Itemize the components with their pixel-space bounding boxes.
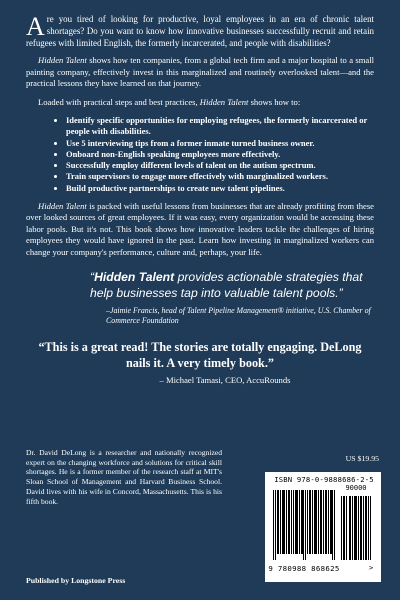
supplement-barcode-bars (341, 496, 371, 560)
publisher-line: Published by Longstone Press (26, 576, 126, 585)
book-title: Hidden Talent (199, 96, 249, 107)
endorsement-quote-1 (26, 270, 374, 326)
quote-attribution: –Jaimie Francis, head of Talent Pipeline Management® initiative, U.S. Chamber of Commerce Foundation (106, 305, 371, 326)
bullets-intro-suffix: shows how to: (248, 96, 301, 107)
summary-text: is packed with useful lessons from businesses that are already profiting from these over looked sources of great employees. If it was easy, every organization would be accessing these labor pools. But it's not. This book shows how innovative leaders tackle the challenges of hiring employees they would have ignored in the past. Learn how investing in marginalized workers can change your company's performance, culture and, perhaps, your life. (26, 201, 374, 257)
open-quote: “ (90, 270, 95, 285)
supplement-number: 90000 (345, 484, 367, 492)
book-title: Hidden Talent (38, 201, 87, 212)
isbn-text: ISBN 978-0-9888686-2-5 (274, 475, 374, 484)
summary-paragraph (26, 201, 374, 258)
ean-digits: 9 780988 868625 (268, 564, 340, 573)
benefit-item: • Identify specific opportunities for employing refugees, the formerly incarcerated or people with disabilities. (66, 115, 374, 138)
bullets-intro (26, 97, 374, 108)
book-title: Hidden Talent (38, 55, 87, 66)
barcode-caret: > (369, 564, 374, 572)
intro-text: re you tired of looking for productive, loyal employees in an era of chronic talent shortages? Do you want to know how innovative businesses successfully recruit and retain refugees with limited English, the formerly incarcerated, and people with disabilities? (26, 14, 374, 48)
benefit-item: • Onboard non-English speaking employees more effectively. (66, 149, 374, 160)
author-bio: Dr. David DeLong is a researcher and nationally recognized expert on the changing workforce and solutions for critical skill shortages. He is a former member of the research staff at MIT's Sloan School of Management and Harvard Business School. David lives with his wife in Concord, Massachusetts. This is his fifth book. (26, 448, 222, 506)
bullets-intro-text: Loaded with practical steps and best practices, (38, 96, 200, 107)
endorsement-quote-2 (26, 340, 374, 385)
description-paragraph (26, 55, 374, 89)
benefit-item: • Use 5 interviewing tips from a former inmate turned business owner. (66, 138, 374, 149)
benefits-list (26, 115, 374, 194)
benefit-item: • Train supervisors to engage more effectively with marginalized workers. (66, 171, 374, 182)
quote-attribution: – Michael Tamasi, CEO, AccuRounds (159, 374, 291, 385)
drop-cap: A (26, 12, 45, 41)
isbn-barcode (265, 472, 381, 582)
benefit-item: • Successfully employ different levels of talent on the autism spectrum. (66, 160, 374, 171)
quote-body: provides actionable strategies that help businesses tap into valuable talent pools.” (90, 270, 363, 300)
quote-text: “This is a great read! The stories are totally engaging. DeLong nails it. A very timely book.” (38, 340, 362, 370)
quoted-book-title: Hidden Talent (94, 270, 175, 285)
description-text: shows how ten companies, from a global tech firm and a major hospital to a small painting company, effectively invest in this marginalized and routinely overlooked talent—and the practical lessons they have learned on that journey. (26, 55, 374, 89)
price-label: US $19.95 (345, 454, 379, 463)
ean-barcode-bars (273, 490, 335, 560)
quote-text (90, 270, 374, 301)
benefit-item: • Build productive partnerships to create new talent pipelines. (66, 183, 374, 194)
intro-paragraph (26, 14, 374, 49)
